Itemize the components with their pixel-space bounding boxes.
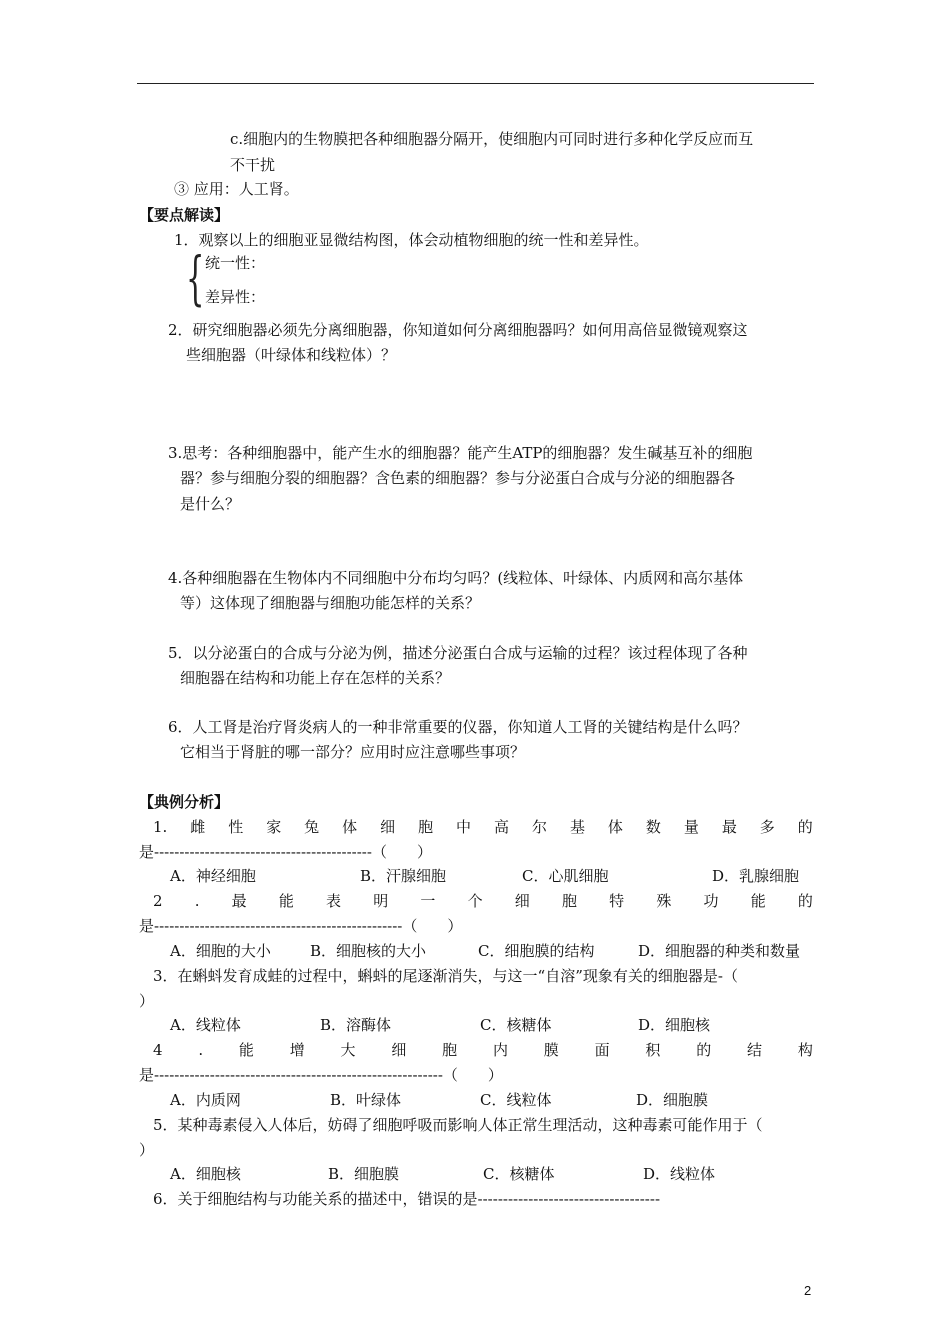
- char: 的: [696, 1041, 712, 1059]
- char: .: [198, 1041, 204, 1059]
- char: 能: [750, 892, 766, 910]
- char: 的: [797, 818, 813, 836]
- char: 细: [391, 1041, 407, 1059]
- question-2-line2: 些细胞器（叶绿体和线粒体）？: [186, 346, 397, 364]
- option-c: C．心肌细胞: [522, 867, 609, 885]
- char: 最: [721, 818, 737, 836]
- option-a: A．细胞的大小: [170, 942, 271, 960]
- label-unity: 统一性：: [205, 254, 266, 272]
- option-d: D．细胞器的种类和数量: [638, 942, 801, 960]
- question-6-line2: 它相当于肾脏的哪一部分？应用时应注意哪些事项？: [180, 743, 526, 761]
- char: 能: [278, 892, 294, 910]
- char: 多: [759, 818, 775, 836]
- question-3-line2: 器？参与细胞分裂的细胞器？含色素的细胞器？参与分泌蛋白合成与分泌的细胞器各: [180, 469, 736, 487]
- char: 个: [467, 892, 483, 910]
- char: 基: [569, 818, 585, 836]
- option-d: D．细胞核: [638, 1016, 711, 1034]
- example-5-line1: 5．某种毒素侵入人体后，妨碍了细胞呼吸而影响人体正常生理活动，这种毒素可能作用于（: [153, 1116, 763, 1134]
- question-4-line2: 等）这体现了细胞器与细胞功能怎样的关系？: [180, 594, 481, 612]
- char: 特: [609, 892, 625, 910]
- example-3-line1: 3．在蝌蚪发育成蛙的过程中，蝌蚪的尾逐渐消失，与这一“自溶”现象有关的细胞器是-（: [153, 967, 738, 985]
- example-4-line1: [153, 1040, 813, 1060]
- char: 2: [153, 892, 163, 910]
- char: 细: [514, 892, 530, 910]
- char: 能: [238, 1041, 254, 1059]
- example-4-options: [170, 1090, 708, 1110]
- char: 体: [607, 818, 623, 836]
- question-3-line1: 3.思考：各种细胞器中，能产生水的细胞器？能产生ATP的细胞器？发生碱基互补的细胞: [168, 444, 753, 462]
- example-3-line2: ）: [139, 992, 155, 1010]
- question-4-line1: 4.各种细胞器在生物体内不同细胞中分布均匀吗？(线粒体、叶绿体、内质网和高尔基体: [168, 569, 744, 587]
- char: 4: [153, 1041, 163, 1059]
- char: 功: [703, 892, 719, 910]
- option-c: C．核糖体: [480, 1016, 552, 1034]
- char: 细: [380, 818, 396, 836]
- example-6-line1: 6．关于细胞结构与功能关系的描述中，错误的是------------------------------------: [153, 1190, 661, 1208]
- char: 兔: [304, 818, 320, 836]
- char: 胞: [442, 1041, 458, 1059]
- char: 膜: [543, 1041, 559, 1059]
- char: 最: [231, 892, 247, 910]
- example-5-line2: ）: [139, 1141, 155, 1159]
- char: 构: [797, 1041, 813, 1059]
- example-1-line1: [153, 817, 813, 837]
- char: 的: [797, 892, 813, 910]
- curly-brace: {: [186, 244, 205, 312]
- char: 高: [494, 818, 510, 836]
- char: 增: [289, 1041, 305, 1059]
- char: 积: [645, 1041, 661, 1059]
- char: 量: [683, 818, 699, 836]
- char: 数: [645, 818, 661, 836]
- question-5-line2: 细胞器在结构和功能上存在怎样的关系？: [180, 669, 451, 687]
- option-c: C．线粒体: [480, 1091, 552, 1109]
- option-a: A．神经细胞: [170, 867, 256, 885]
- char: 表: [326, 892, 342, 910]
- example-4-line2: 是---------------------------------------------------------（ ）: [139, 1066, 503, 1084]
- char: 殊: [656, 892, 672, 910]
- question-5-line1: 5．以分泌蛋白的合成与分泌为例，描述分泌蛋白合成与运输的过程？该过程体现了各种: [168, 644, 748, 662]
- question-6-line1: 6．人工肾是治疗肾炎病人的一种非常重要的仪器，你知道人工肾的关键结构是什么吗？: [168, 718, 748, 736]
- option-b: B．细胞核的大小: [310, 942, 427, 960]
- char: 性: [228, 818, 244, 836]
- option-b: B．汗腺细胞: [360, 867, 447, 885]
- char: 雌: [190, 818, 206, 836]
- text-application: ③ 应用：人工肾。: [174, 180, 299, 198]
- char: 一: [420, 892, 436, 910]
- option-a: A．细胞核: [170, 1165, 241, 1183]
- char: .: [194, 892, 200, 910]
- header-rule: [137, 83, 814, 84]
- example-1-options: [170, 866, 799, 886]
- example-2-line2: 是-------------------------------------------------（ ）: [139, 917, 463, 935]
- char: 胞: [561, 892, 577, 910]
- char: 明: [373, 892, 389, 910]
- section-heading-key-points: 【要点解读】: [139, 206, 230, 224]
- option-b: B．溶酶体: [320, 1016, 392, 1034]
- section-heading-examples: 【典例分析】: [139, 793, 230, 811]
- char: 1.: [153, 818, 168, 836]
- text-c-line1: c.细胞内的生物膜把各种细胞器分隔开，使细胞内可同时进行多种化学反应而互: [230, 130, 754, 148]
- option-d: D．乳腺细胞: [712, 867, 800, 885]
- char: 面: [594, 1041, 610, 1059]
- option-b: B．叶绿体: [330, 1091, 402, 1109]
- example-2-options: [170, 941, 800, 961]
- question-2-line1: 2．研究细胞器必须先分离细胞器，你知道如何分离细胞器吗？如何用高倍显微镜观察这: [168, 321, 748, 339]
- option-c: C．细胞膜的结构: [478, 942, 595, 960]
- option-a: A．线粒体: [170, 1016, 241, 1034]
- option-c: C．核糖体: [483, 1165, 555, 1183]
- example-5-options: [170, 1164, 715, 1184]
- char: 结: [747, 1041, 763, 1059]
- text-c-line2: 不干扰: [230, 156, 276, 174]
- example-3-options: [170, 1015, 710, 1035]
- char: 中: [456, 818, 472, 836]
- option-d: D．细胞膜: [636, 1091, 709, 1109]
- question-3-line3: 是什么？: [180, 495, 241, 513]
- example-1-line2: 是-------------------------------------------（ ）: [139, 843, 432, 861]
- char: 大: [340, 1041, 356, 1059]
- char: 家: [266, 818, 282, 836]
- option-a: A．内质网: [170, 1091, 241, 1109]
- question-1: 1．观察以上的细胞亚显微结构图，体会动植物细胞的统一性和差异性。: [174, 231, 649, 249]
- page-number: 2: [804, 1283, 812, 1298]
- char: 体: [342, 818, 358, 836]
- option-d: D．线粒体: [643, 1165, 716, 1183]
- label-difference: 差异性：: [205, 288, 266, 306]
- char: 尔: [531, 818, 547, 836]
- char: 胞: [418, 818, 434, 836]
- option-b: B．细胞膜: [328, 1165, 400, 1183]
- char: 内: [492, 1041, 508, 1059]
- example-2-line1: [153, 891, 813, 911]
